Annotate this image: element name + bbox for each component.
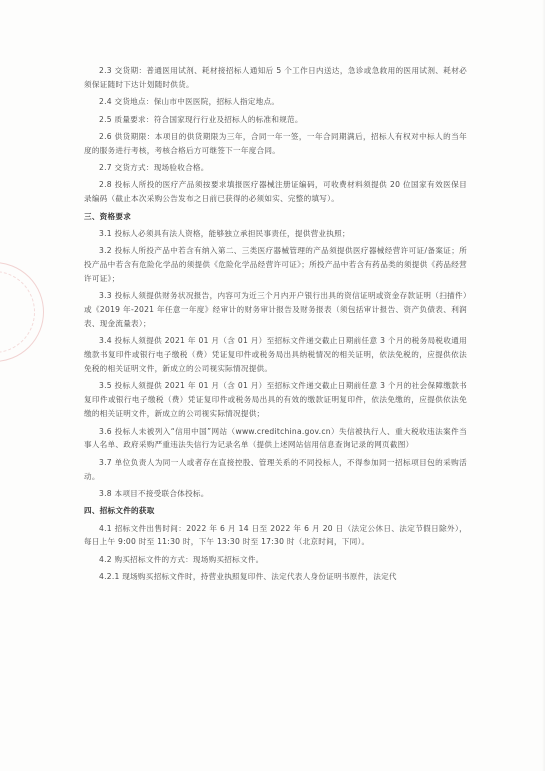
paragraph-2-6-supply-period: 2.6 供货期限：本项目的供货期限为三年，合同一年一签，一年合同期满后，招标人有权对中标人的当年度的服务进行考核，考核合格后方可继签下一年度合同。 xyxy=(84,131,467,155)
paragraph-2-4-delivery-location: 2.4 交货地点：保山市中医医院，招标人指定地点。 xyxy=(99,97,280,107)
document-body xyxy=(84,64,467,587)
paragraph-2-8-registration-codes: 2.8 投标人所投的医疗产品须按要求填报医疗器械注册证编码，可收费材料须提供 20 位国家有效医保目录编码（截止本次采购公告发布之日前已获得的必须如实、完整的填写）。 xyxy=(84,180,467,204)
seal-star-icon xyxy=(0,299,1,323)
paragraph-2-5-quality-requirements: 2.5 质量要求：符合国家现行行业及招标人的标准和规范。 xyxy=(99,114,303,124)
red-seal-stamp xyxy=(0,262,44,362)
paragraph-3-8-no-consortium: 3.8 本项目不接受联合体投标。 xyxy=(99,488,209,498)
paragraph-3-7-related-bidders: 3.7 单位负责人为同一人或者存在直接控股、管理关系的不同投标人，不得参加同一招标项目包的采购活动。 xyxy=(84,457,467,481)
paragraph-3-1-legal-entity: 3.1 投标人必须具有法人资格，能够独立承担民事责任，提供营业执照； xyxy=(99,228,350,238)
paragraph-3-2-licenses: 3.2 投标人所投产品中若含有纳入第二、三类医疗器械管理的产品须提供医疗器械经营许可证/备案证；所投产品中若含有危险化学品的须提供《危险化学品经营许可证》；所投产品中若含有药品类的须提供《药品经营许可证》； xyxy=(84,246,467,283)
paragraph-2-3-delivery-period: 2.3 交货期：普通医用试剂、耗材接招标人通知后 5 个工作日内送达，急诊或急救用的医用试剂、耗材必须保证随时下达计划随时供货。 xyxy=(84,66,467,89)
paragraph-3-3-financial-report: 3.3 投标人须提供财务状况报告，内容可为近三个月内开户银行出具的资信证明或资金存款证明（扫描件）或《2019 年-2021 年任意一年度》经审计的财务审计报告及财务报表（须包括审计报告、资产负债表、利润表、现金流量表）； xyxy=(84,291,467,329)
paragraph-3-6-credit-check: 3.6 投标人未被列入“信用中国”网站（www.creditchina.gov.cn）失信被执行人、重大税收违法案件当事人名单、政府采购严重违法失信行为记录名单（提供上述网站信用信息查询记录的网页截图） xyxy=(84,426,467,450)
paragraph-4-2-purchase-method: 4.2 购买招标文件的方式：现场购买招标文件。 xyxy=(99,554,264,564)
section-heading-obtaining-documents: 四、招标文件的获取 xyxy=(84,506,155,516)
seal-inner-ring xyxy=(0,271,35,353)
paragraph-4-2-1-onsite-purchase: 4.2.1 现场购买招标文件时，持营业执照复印件、法定代表人身份证明书原件，法定代 xyxy=(99,572,397,582)
paragraph-2-7-delivery-method: 2.7 交货方式：现场验收合格。 xyxy=(99,163,209,172)
section-heading-qualification: 三、资格要求 xyxy=(84,211,132,221)
paragraph-4-1-sale-time: 4.1 招标文件出售时间：2022 年 6 月 14 日至 2022 年 6 月 20 日（法定公休日、法定节假日除外），每日上午 9:00 时至 11:30 时，下午 13:30 时至 17:30 时（北京时间，下同）。 xyxy=(84,523,467,547)
paragraph-3-4-tax-records: 3.4 投标人须提供 2021 年 01 月（含 01 月）至招标文件递交截止日期前任意 3 个月的税务局税收通用缴款书复印件或银行电子缴税（费）凭证复印件或税务局出具纳税情况的相关证明，依法免税的，应提供依法免税的相关证明文件，新成立的公司视实际情况提供。 xyxy=(84,336,467,374)
paragraph-3-5-social-security: 3.5 投标人须提供 2021 年 01 月（含 01 月）至招标文件递交截止日期前任意 3 个月的社会保障缴款书复印件或银行电子缴税（费）凭证复印件或税务局出具的有效的缴款证明复印件，依法免缴的，应提供依法免缴的相关证明文件，新成立的公司视实际情况提供； xyxy=(84,381,467,419)
